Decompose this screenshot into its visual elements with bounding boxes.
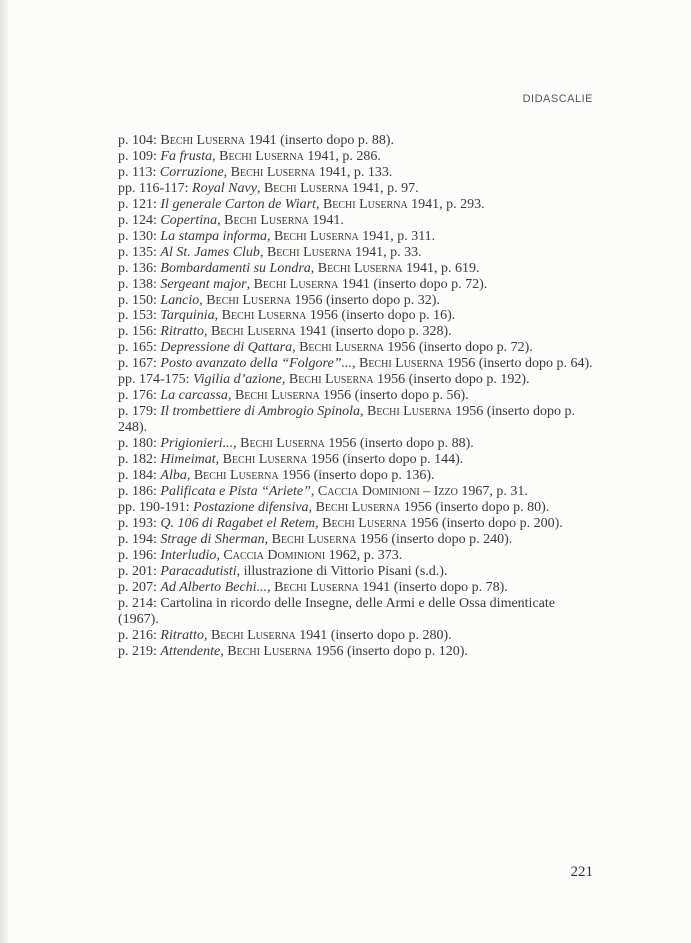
entry-details: 1956 (inserto dopo p. 200). [406, 515, 563, 531]
entry-details: Cartolina in ricordo delle Insegne, delle Armi e delle Ossa dimenticate (1967). [118, 595, 555, 627]
entry-details: 1956 (inserto dopo p. 56). [319, 388, 469, 404]
caption-entry: p. 156: Ritratto, Bechi Luserna 1941 (inserto dopo p. 328). [118, 324, 452, 340]
caption-entry: p. 135: Al St. James Club, Bechi Luserna 1941, p. 33. [118, 244, 422, 260]
entry-pages: p. 130: [118, 228, 157, 244]
entry-source: Bechi Luserna [367, 404, 452, 420]
entry-details: illustrazione di Vittorio Pisani (s.d.). [240, 563, 448, 579]
entry-pages: p. 104: [118, 133, 157, 148]
entry-source: Bechi Luserna [234, 388, 320, 404]
caption-entry: pp. 116-117: Royal Navy, Bechi Luserna 1941, p. 97. [118, 180, 419, 196]
entry-pages: p. 216: [118, 627, 157, 643]
page-number: 221 [570, 864, 593, 880]
entry-pages: p. 156: [118, 324, 157, 340]
caption-entry: p. 109: Fa frusta, Bechi Luserna 1941, p. 286. [118, 148, 381, 164]
entry-pages: p. 207: [118, 579, 157, 595]
entry-details: 1941, p. 619. [402, 260, 480, 276]
entry-title: La carcassa [160, 388, 228, 404]
caption-entry: p. 219: Attendente, Bechi Luserna 1956 (inserto dopo p. 120). [118, 643, 468, 659]
entry-pages: p. 184: [118, 468, 157, 484]
entry-pages: p. 214: [118, 595, 157, 611]
entry-source: Bechi Luserna [299, 340, 384, 356]
page-gutter-shadow [0, 0, 8, 943]
entry-source: Bechi Luserna [271, 531, 357, 547]
entry-details: 1941 (inserto dopo p. 78). [358, 579, 508, 595]
entry-pages: p. 136: [118, 260, 157, 276]
entry-details: 1956 (inserto dopo p. 136). [278, 468, 435, 484]
caption-entry: p. 182: Himeimat, Bechi Luserna 1956 (inserto dopo p. 144). [118, 452, 464, 468]
entry-details: 1941, p. 293. [407, 196, 485, 212]
entry-details: 1956 (inserto dopo p. 248). [118, 404, 576, 436]
entry-pages: p. 153: [118, 308, 157, 324]
entry-title: Fa frusta [160, 148, 213, 164]
entry-source: Bechi Luserna [317, 260, 403, 276]
entry-source: Bechi Luserna [160, 133, 246, 148]
caption-entry: p. 176: La carcassa, Bechi Luserna 1956 (inserto dopo p. 56). [118, 388, 469, 404]
entry-source: Bechi Luserna [206, 292, 292, 308]
entry-details: 1956 (inserto dopo p. 88). [324, 436, 474, 452]
entry-details: 1941. [308, 212, 344, 228]
entry-source: Caccia Dominioni [223, 547, 326, 563]
entry-pages: p. 109: [118, 148, 157, 164]
entry-pages: p. 196: [118, 547, 157, 563]
entry-title: Lancio [160, 292, 200, 308]
entry-source: Bechi Luserna [240, 436, 325, 452]
entry-pages: pp. 190-191: [118, 499, 190, 515]
caption-entry: p. 184: Alba, Bechi Luserna 1956 (inserto dopo p. 136). [118, 468, 435, 484]
entry-source: Bechi Luserna [210, 324, 296, 340]
caption-entry: p. 121: Il generale Carton de Wiart, Bechi Luserna 1941, p. 293. [118, 196, 485, 212]
entry-title: Ritratto [160, 627, 204, 643]
entry-title: Al St. James Club [160, 244, 260, 260]
entry-source: Bechi Luserna [288, 372, 374, 388]
caption-entry: p. 138: Sergeant major, Bechi Luserna 1941 (inserto dopo p. 72). [118, 276, 488, 292]
caption-entry: p. 201: Paracadutisti, illustrazione di Vittorio Pisani (s.d.). [118, 563, 448, 579]
entry-title: Prigionieri... [160, 436, 234, 452]
entry-pages: p. 138: [118, 276, 157, 292]
entry-pages: pp. 116-117: [118, 180, 189, 196]
entry-source: Bechi Luserna [358, 356, 444, 372]
entry-pages: p. 150: [118, 292, 157, 308]
entry-details: 1956 (inserto dopo p. 64). [443, 356, 593, 372]
caption-entry: p. 153: Tarquinia, Bechi Luserna 1956 (inserto dopo p. 16). [118, 308, 456, 324]
entry-title: Interludio [160, 547, 217, 563]
entry-source: Bechi Luserna [253, 276, 339, 292]
entry-details: 1941, p. 97. [348, 180, 419, 196]
entry-title: Royal Navy [192, 180, 257, 196]
entry-details: 1941, p. 33. [351, 244, 422, 260]
entry-source: Bechi Luserna [221, 308, 307, 324]
caption-entry: pp. 190-191: Postazione difensiva, Bechi Luserna 1956 (inserto dopo p. 80). [118, 499, 550, 515]
entry-details: 1956 (inserto dopo p. 16). [306, 308, 456, 324]
entry-details: 1956 (inserto dopo p. 240). [356, 531, 513, 547]
entry-details: 1941, p. 311. [358, 228, 436, 244]
entry-title: Vigilia d’azione [193, 372, 282, 388]
entry-source: Bechi Luserna [224, 212, 309, 228]
running-header: DIDASCALIE [522, 93, 593, 105]
entry-title: Sergeant major [160, 276, 247, 292]
caption-entry: p. 150: Lancio, Bechi Luserna 1956 (inserto dopo p. 32). [118, 292, 440, 308]
entry-title: Il trombettiere di Ambrogio Spinola [160, 404, 361, 420]
caption-entry: pp. 174-175: Vigilia d’azione, Bechi Luserna 1956 (inserto dopo p. 192). [118, 372, 530, 388]
caption-entry [118, 596, 594, 628]
entry-source: Bechi Luserna [227, 643, 312, 659]
caption-entry: p. 136: Bombardamenti su Londra, Bechi Luserna 1941, p. 619. [118, 260, 480, 276]
entry-source: Caccia Dominioni – Izzo [317, 483, 458, 499]
entry-details: 1941 (inserto dopo p. 328). [295, 324, 452, 340]
entry-source: Bechi Luserna [219, 148, 304, 164]
entry-title: Depressione di Qattara [160, 340, 293, 356]
entry-pages: p. 186: [118, 483, 157, 499]
entry-pages: p. 219: [118, 643, 157, 659]
entry-title: Ritratto [160, 324, 204, 340]
caption-entry: p. 113: Corruzione, Bechi Luserna 1941, p. 133. [118, 164, 393, 180]
entry-source: Bechi Luserna [322, 196, 408, 212]
entry-title: Himeimat [160, 452, 216, 468]
entry-source: Bechi Luserna [273, 228, 359, 244]
entry-details: 1941, p. 286. [303, 148, 381, 164]
caption-entry: p. 130: La stampa informa, Bechi Luserna 1941, p. 311. [118, 228, 436, 244]
caption-entry [118, 133, 594, 149]
caption-entry: p. 180: Prigionieri..., Bechi Luserna 1956 (inserto dopo p. 88). [118, 436, 474, 452]
caption-entry: p. 165: Depressione di Qattara, Bechi Luserna 1956 (inserto dopo p. 72). [118, 340, 533, 356]
entry-details: 1956 (inserto dopo p. 192). [373, 372, 530, 388]
entry-source: Bechi Luserna [230, 164, 316, 180]
entry-title: Bombardamenti su Londra [160, 260, 311, 276]
entry-pages: p. 165: [118, 340, 157, 356]
caption-entry: p. 216: Ritratto, Bechi Luserna 1941 (inserto dopo p. 280). [118, 627, 452, 643]
caption-entry: p. 167: Posto avanzato della “Folgore”..., Bechi Luserna 1956 (inserto dopo p. 64). [118, 356, 593, 372]
entry-title: Palificata e Pista “Ariete” [160, 483, 311, 499]
entry-source: Bechi Luserna [266, 244, 352, 260]
entry-pages: p. 121: [118, 196, 157, 212]
entry-pages: p. 113: [118, 164, 157, 180]
entry-details: 1956 (inserto dopo p. 80). [400, 499, 550, 515]
entry-source: Bechi Luserna [315, 499, 401, 515]
entry-pages: p. 180: [118, 436, 157, 452]
caption-entry: p. 186: Palificata e Pista “Ariete”, Caccia Dominioni – Izzo 1967, p. 31. [118, 483, 528, 499]
entry-source: Bechi Luserna [210, 627, 296, 643]
entry-title: Postazione difensiva [193, 499, 309, 515]
caption-entry: p. 179: Il trombettiere di Ambrogio Spinola, Bechi Luserna 1956 (inserto dopo p. 248). [118, 404, 576, 436]
entry-title: Attendente [160, 643, 221, 659]
entry-pages: pp. 174-175: [118, 372, 190, 388]
entry-pages: p. 201: [118, 563, 157, 579]
caption-list [118, 133, 594, 659]
caption-entry: p. 207: Ad Alberto Bechi..., Bechi Luserna 1941 (inserto dopo p. 78). [118, 579, 508, 595]
entry-source: Bechi Luserna [322, 515, 407, 531]
entry-details: 1956 (inserto dopo p. 72). [383, 340, 533, 356]
entry-pages: p. 179: [118, 404, 157, 420]
entry-title: Alba [160, 468, 187, 484]
entry-source: Bechi Luserna [193, 468, 279, 484]
entry-pages: p. 167: [118, 356, 157, 372]
entry-pages: p. 176: [118, 388, 157, 404]
caption-entry: p. 193: Q. 106 di Ragabet el Retem, Bechi Luserna 1956 (inserto dopo p. 200). [118, 515, 563, 531]
entry-details: 1941 (inserto dopo p. 72). [338, 276, 488, 292]
entry-title: La stampa informa [160, 228, 267, 244]
entry-title: Posto avanzato della “Folgore”... [160, 356, 352, 372]
entry-title: Ad Alberto Bechi... [160, 579, 268, 595]
entry-source: Bechi Luserna [222, 452, 308, 468]
entry-details: 1956 (inserto dopo p. 32). [291, 292, 440, 308]
entry-title: Tarquinia [160, 308, 215, 324]
entry-pages: p. 182: [118, 452, 157, 468]
entry-details: 1941 (inserto dopo p. 280). [295, 627, 452, 643]
entry-pages: p. 124: [118, 212, 157, 228]
entry-title: Strage di Sherman [160, 531, 265, 547]
entry-title: Copertina [160, 212, 218, 228]
entry-pages: p. 135: [118, 244, 157, 260]
caption-entry: p. 196: Interludio, Caccia Dominioni 1962, p. 373. [118, 547, 403, 563]
entry-pages: p. 194: [118, 531, 157, 547]
entry-pages: p. 193: [118, 515, 157, 531]
entry-title: Il generale Carton de Wiart [160, 196, 316, 212]
entry-source: Bechi Luserna [274, 579, 359, 595]
entry-source: Bechi Luserna [263, 180, 349, 196]
entry-details: 1956 (inserto dopo p. 144). [307, 452, 464, 468]
entry-details: 1941 (inserto dopo p. 88). [245, 133, 395, 148]
entry-details: 1956 (inserto dopo p. 120). [312, 643, 468, 659]
entry-title: Q. 106 di Ragabet el Retem [160, 515, 316, 531]
entry-details: 1967, p. 31. [457, 483, 528, 499]
entry-title: Paracadutisti [160, 563, 237, 579]
entry-details: 1941, p. 133. [315, 164, 393, 180]
entry-details: 1962, p. 373. [325, 547, 403, 563]
caption-entry: p. 124: Copertina, Bechi Luserna 1941. [118, 212, 344, 228]
caption-entry: p. 194: Strage di Sherman, Bechi Luserna 1956 (inserto dopo p. 240). [118, 531, 513, 547]
entry-title: Corruzione [159, 164, 224, 180]
